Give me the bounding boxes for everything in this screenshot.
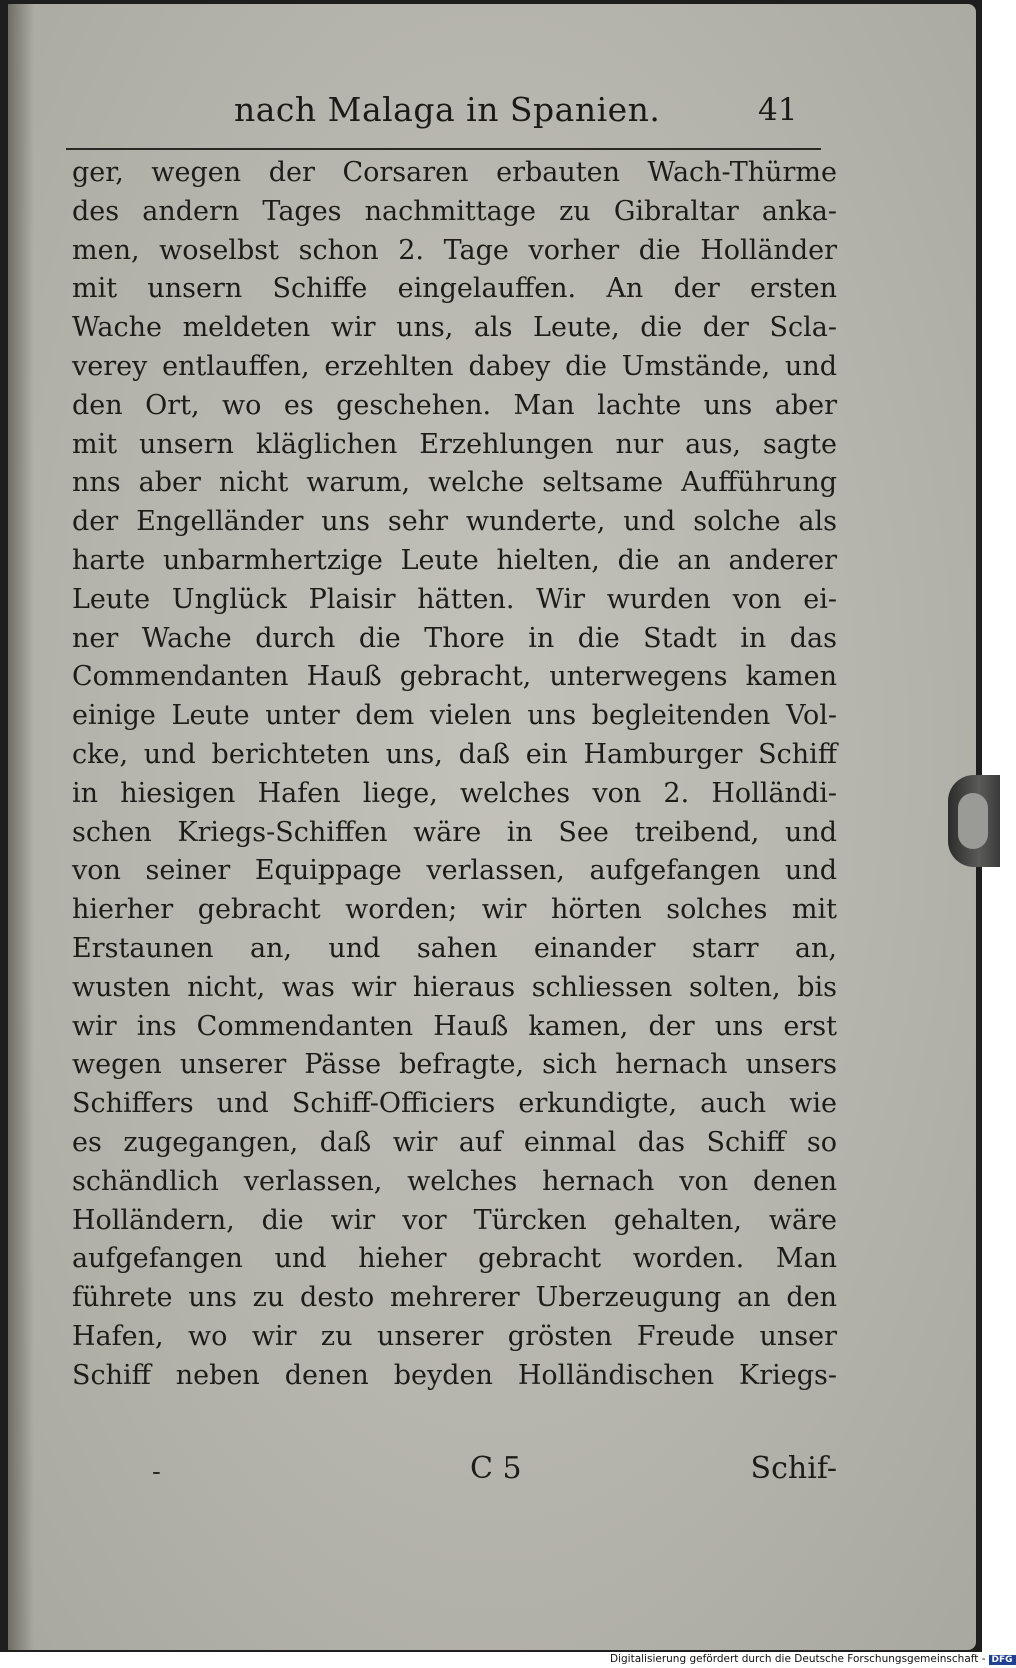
text-line: von seiner Equippage verlassen, aufgefangen und [72,855,837,887]
page-number: 41 [758,92,798,128]
text-line: Hafen, wo wir zu unserer grösten Freude unser [72,1320,837,1352]
text-line: des andern Tages nachmittage zu Gibraltar anka- [72,195,837,227]
text-line: der Engelländer uns sehr wunderte, und solche als [72,506,837,538]
text-line: Schiffers und Schiff-Officiers erkundigte, auch wie [72,1088,837,1120]
funding-credit [610,1653,1016,1665]
text-line: mit unsern Schiffe eingelauffen. An der ersten [72,273,837,305]
text-line: wusten nicht, was wir hieraus schliessen solten, bis [72,971,837,1003]
text-line: mit unsern kläglichen Erzehlungen nur aus, sagte [72,428,837,460]
catchword: Schif- [750,1451,837,1486]
text-line: Erstaunen an, und sahen einander starr an, [72,932,837,964]
book-page [8,4,976,1650]
text-line: Holländern, die wir vor Türcken gehalten, wäre [72,1204,837,1236]
text-line: wir ins Commendanten Hauß kamen, der uns erst [72,1010,837,1042]
head-rule [66,148,821,150]
text-line: Commendanten Hauß gebracht, unterwegens kamen [72,661,837,693]
text-line: ger, wegen der Corsaren erbauten Wach-Thürme [72,157,837,188]
spine-shadow [8,4,34,1650]
text-line: verey entlauffen, erzehlten dabey die Umstände, und [72,350,837,382]
text-line: men, woselbst schon 2. Tage vorher die Holländer [72,234,837,266]
signature-mark: C 5 [470,1451,522,1486]
credit-text: Digitalisierung gefördert durch die Deutsche Forschungsgemeinschaft - [610,1653,986,1665]
text-line: schändlich verlassen, welches hernach von denen [72,1165,837,1197]
text-line: den Ort, wo es geschehen. Man lachte uns aber [72,389,837,421]
text-line: schen Kriegs-Schiffen wäre in See treibend, und [72,816,837,848]
text-line: harte unbarmhertzige Leute hielten, die an anderer [72,544,837,576]
signature-dash: - [152,1457,161,1487]
signature-line [72,1451,837,1491]
clasp-inner [958,793,988,849]
text-line: hierher gebracht worden; wir hörten solches mit [72,894,837,926]
body-text [72,154,837,1396]
text-line: einige Leute unter dem vielen uns begleitenden Vol- [72,700,837,732]
text-line: wegen unserer Pässe befragte, sich hernach unsers [72,1049,837,1081]
text-line: Wache meldeten wir uns, als Leute, die der Scla- [72,312,837,344]
dfg-logo: DFG [989,1655,1016,1665]
text-line: es zugegangen, daß wir auf einmal das Schiff so [72,1126,837,1158]
text-line: aufgefangen und hieher gebracht worden. Man [72,1243,837,1275]
text-line: Schiff neben denen beyden Holländischen Kriegs- [72,1359,837,1391]
text-line: führete uns zu desto mehrerer Uberzeugung an den [72,1282,837,1314]
running-head: nach Malaga in Spanien. [234,90,661,129]
text-line: ner Wache durch die Thore in die Stadt in das [72,622,837,654]
text-line: Leute Unglück Plaisir hätten. Wir wurden von ei- [72,583,837,615]
book-clasp [948,775,1000,867]
text-line: cke, und berichteten uns, daß ein Hamburger Schiff [72,738,837,770]
text-line: in hiesigen Hafen liege, welches von 2. Holländi- [72,777,837,809]
text-line: nns aber nicht warum, welche seltsame Aufführung [72,467,837,499]
